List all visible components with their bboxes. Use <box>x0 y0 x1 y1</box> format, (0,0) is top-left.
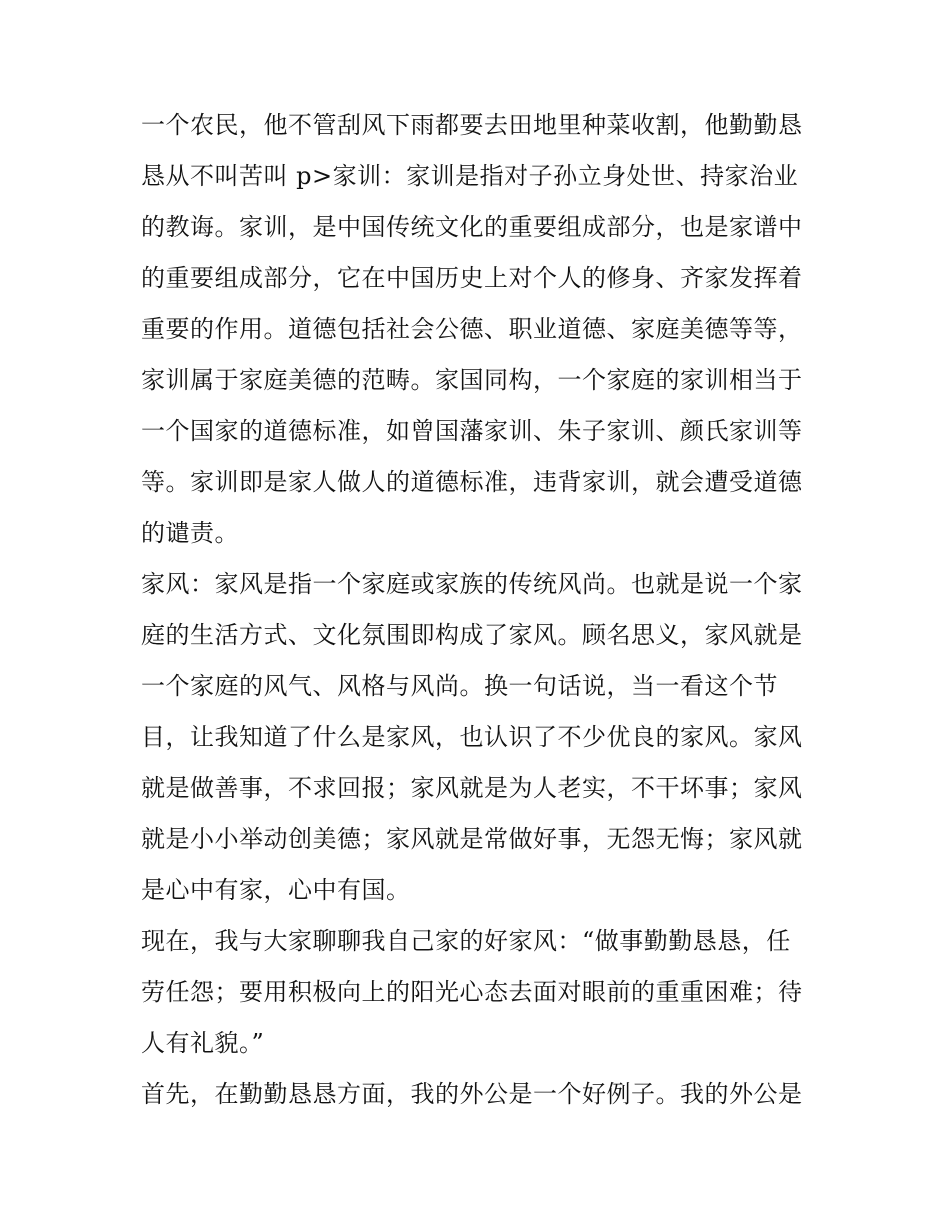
text-line: 目，让我知道了什么是家风，也认识了不少优良的家风。家风 <box>141 723 803 751</box>
text-line: 的教诲。家训，是中国传统文化的重要组成部分，也是家谱中 <box>141 213 803 241</box>
text-line: 家训属于家庭美德的范畴。家国同构，一个家庭的家训相当于 <box>141 366 803 394</box>
text-line: 劳任怨；要用积极向上的阳光心态去面对眼前的重重困难；待 <box>141 978 803 1006</box>
text-line: 一个农民，他不管刮风下雨都要去田地里种菜收割，他勤勤恳 <box>141 111 803 139</box>
text-line: 就是做善事，不求回报；家风就是为人老实，不干坏事；家风 <box>141 774 803 802</box>
text-line: 的重要组成部分，它在中国历史上对个人的修身、齐家发挥着 <box>141 264 803 292</box>
text-line: 等。家训即是家人做人的道德标准，违背家训，就会遭受道德 <box>141 468 803 496</box>
text-line: 重要的作用。道德包括社会公德、职业道德、家庭美德等等， <box>141 315 803 343</box>
text-line: 现在，我与大家聊聊我自己家的好家风：“做事勤勤恳恳，任 <box>141 927 791 955</box>
text-line: 一个国家的道德标准，如曾国藩家训、朱子家训、颜氏家训等 <box>141 417 803 445</box>
text-line: 是心中有家，心中有国。 <box>141 876 411 904</box>
text-line: 就是小小举动创美德；家风就是常做好事，无怨无悔；家风就 <box>141 825 803 853</box>
text-line: 的谴责。 <box>141 519 239 547</box>
text-line: 庭的生活方式、文化氛围即构成了家风。顾名思义，家风就是 <box>141 621 803 649</box>
text-line: 恳从不叫苦叫 p>家训：家训是指对子孙立身处世、持家治业 <box>141 162 799 190</box>
text-line: 一个家庭的风气、风格与风尚。换一句话说，当一看这个节 <box>141 672 778 700</box>
text-line: 家风：家风是指一个家庭或家族的传统风尚。也就是说一个家 <box>141 570 803 598</box>
text-line: 首先，在勤勤恳恳方面，我的外公是一个好例子。我的外公是 <box>141 1080 803 1108</box>
text-line: 人有礼貌。” <box>141 1029 265 1057</box>
